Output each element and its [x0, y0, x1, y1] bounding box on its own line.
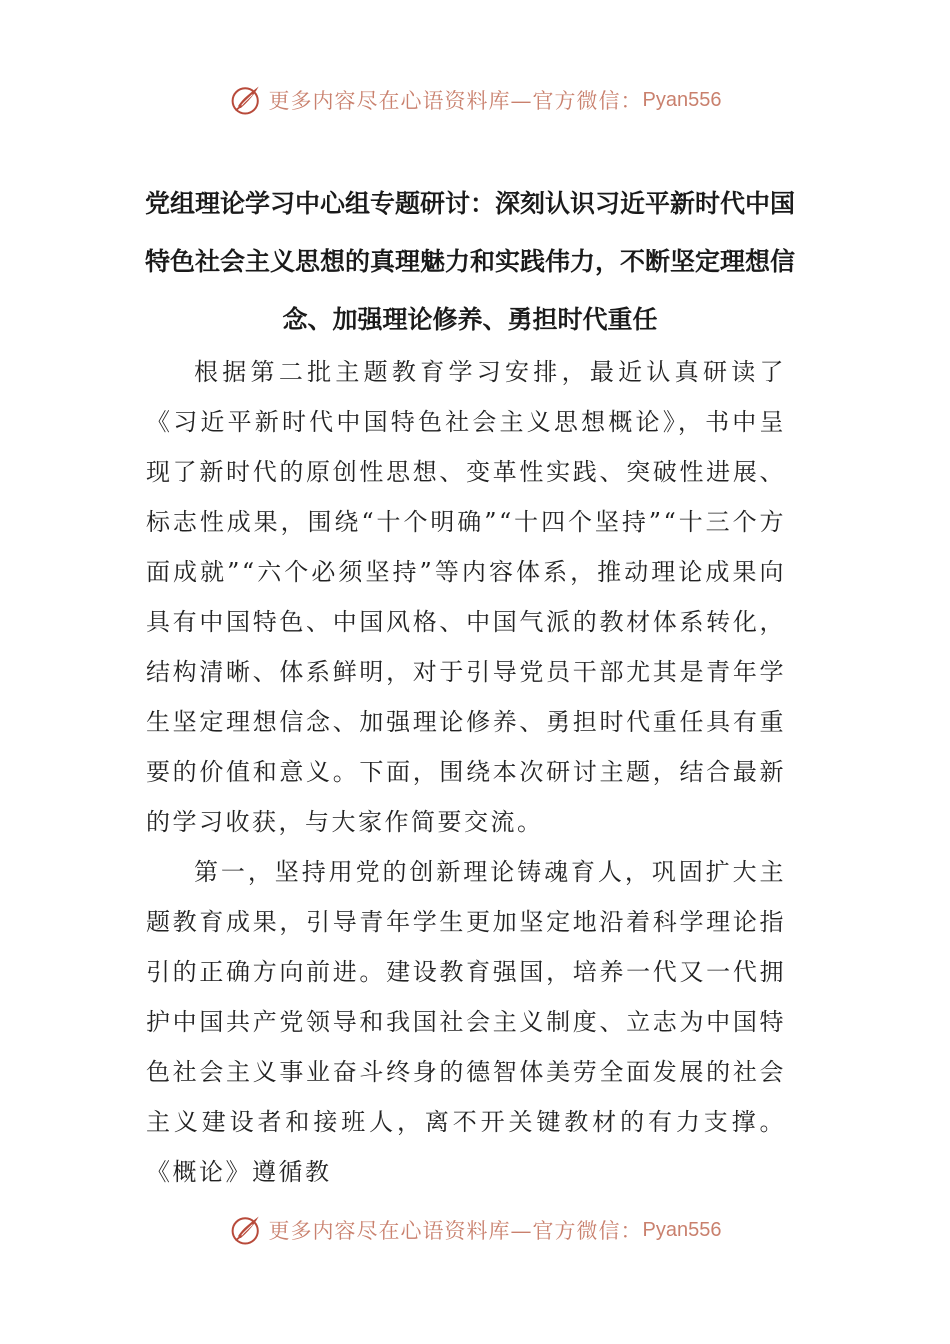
banner-wechat-label: 官方微信： — [532, 1219, 643, 1243]
header-watermark-banner — [0, 80, 950, 120]
banner-wechat-id: Pyan556 — [642, 88, 722, 111]
banner-brand-text: 更多内容尽在心语资料库— — [268, 89, 533, 113]
pen-logo-icon — [229, 1212, 265, 1248]
document-title: 党组理论学习中心组专题研讨：深刻认识习近平新时代中国特色社会主义思想的真理魅力和实践伟力，不断坚定理想信念、加强理论修养、勇担时代重任 — [144, 189, 795, 334]
document-body — [146, 347, 786, 1197]
banner-wechat-label: 官方微信： — [532, 89, 643, 113]
pen-logo-icon — [229, 82, 265, 118]
banner-brand-text: 更多内容尽在心语资料库— — [268, 1219, 533, 1243]
footer-watermark-banner — [0, 1210, 950, 1250]
paragraph-intro: 根据第二批主题教育学习安排，最近认真研读了《习近平新时代中国特色社会主义思想概论》，书中呈现了新时代的原创性思想、变革性实践、突破性进展、标志性成果，围绕“十个明确”“十四个坚持”“十三个方面成就”“六个必须坚持”等内容体系，推动理论成果向具有中国特色、中国风格、中国气派的教材体系转化，结构清晰、体系鲜明，对于引导党员干部尤其是青年学生坚定理想信念、加强理论修养、勇担时代重任具有重要的价值和意义。下面，围绕本次研讨主题，结合最新的学习收获，与大家作简要交流。 — [146, 358, 786, 836]
banner-wechat-id: Pyan556 — [642, 1218, 722, 1241]
paragraph-first-point: 第一，坚持用党的创新理论铸魂育人，巩固扩大主题教育成果，引导青年学生更加坚定地沿着科学理论指引的正确方向前进。建设教育强国，培养一代又一代拥护中国共产党领导和我国社会主义制度、立志为中国特色社会主义事业奋斗终身的德智体美劳全面发展的社会主义建设者和接班人，离不开关键教材的有力支撑。《概论》遵循教 — [146, 858, 786, 1186]
